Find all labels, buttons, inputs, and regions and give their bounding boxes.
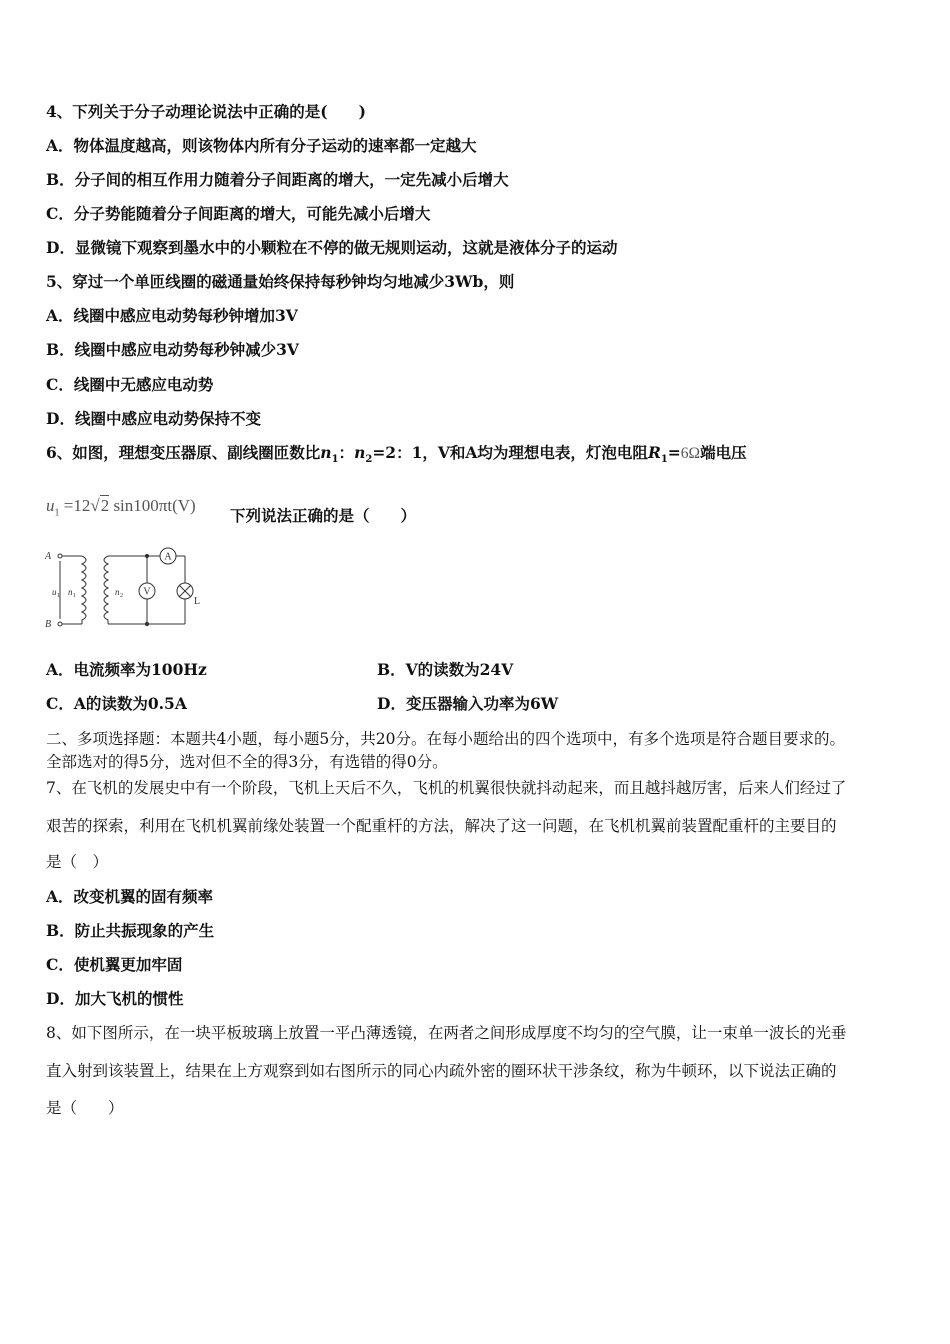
formula-mid: =12: [59, 496, 91, 515]
q6-ratio: =2：1，V和A均为理想电表，灯泡电阻: [372, 443, 648, 462]
q4-option-a: A．物体温度越高，则该物体内所有分子运动的速率都一定越大: [46, 136, 477, 155]
q6-r: R: [647, 443, 661, 462]
formula-sqrt-value: 2: [100, 496, 110, 515]
section2-line1: 二、多项选择题：本题共4小题，每小题5分，共20分。在每小题给出的四个选项中，有多个选项是符合题目要求的。: [46, 730, 845, 748]
q4-stem: 4、下列关于分子动理论说法中正确的是( ): [46, 102, 366, 121]
q6-colon: ：: [338, 443, 355, 462]
q6-n2-sub: 2: [365, 454, 373, 466]
label-n2-sub: 2: [120, 593, 123, 599]
ammeter-label: A: [164, 551, 172, 563]
q8-line1: 8、如下图所示，在一块平板玻璃上放置一平凸薄透镜，在两者之间形成厚度不均匀的空气膜，让一束单一波长的光垂: [46, 1024, 847, 1042]
q7-option-c: C．使机翼更加牢固: [46, 955, 183, 974]
q6-stem-suffix: 端电压: [700, 443, 747, 462]
label-u1-sub: 1: [57, 593, 60, 599]
q6-r-sub: 1: [660, 454, 668, 466]
q7-line1: 7、在飞机的发展史中有一个阶段，飞机上天后不久，飞机的机翼很快就抖动起来，而且越抖越厉害，后来人们经过了: [46, 779, 847, 797]
q8-line2: 直入射到该装置上，结果在上方观察到如右图所示的同心内疏外密的圈环状干涉条纹，称为牛顿环，以下说法正确的: [46, 1062, 837, 1080]
q6-n1: n: [320, 443, 332, 462]
q7-option-a: A．改变机翼的固有频率: [46, 887, 214, 906]
q6-question: 下列说法正确的是（ ）: [230, 506, 417, 525]
q5-option-c: C．线圈中无感应电动势: [46, 375, 214, 394]
label-n1-sub: 1: [73, 593, 76, 599]
q6-option-c: C．A的读数为0.5A: [46, 694, 187, 713]
q7-option-b: B．防止共振现象的产生: [46, 921, 215, 940]
terminal-b: [58, 622, 62, 626]
label-n2: n: [115, 587, 120, 597]
formula-u: u: [46, 496, 55, 515]
q7-option-d: D．加大飞机的惯性: [46, 989, 184, 1008]
label-u1: u: [52, 587, 57, 597]
q4-option-c: C．分子势能随着分子间距离的增大，可能先减小后增大: [46, 204, 431, 223]
q7-line3: 是（ ）: [46, 853, 109, 871]
q6-stem-prefix: 6、如图，理想变压器原、副线圈匝数比: [46, 443, 321, 462]
q6-option-b: B．V的读数为24V: [377, 660, 514, 679]
q4-option-b: B．分子间的相互作用力随着分子间距离的增大，一定先减小后增大: [46, 170, 509, 189]
label-n1: n: [68, 587, 73, 597]
label-a: A: [45, 551, 52, 562]
q6-n1-sub: 1: [331, 454, 339, 466]
q6-n2: n: [354, 443, 366, 462]
secondary-coil: [104, 556, 108, 624]
formula-sqrt-sign: √: [90, 496, 100, 515]
q5-option-d: D．线圈中感应电动势保持不变: [46, 409, 261, 428]
q7-line2: 艰苦的探索，利用在飞机机翼前缘处装置一个配重杆的方法，解决了这一问题，在飞机机翼前装置配重杆的主要目的: [46, 817, 837, 835]
lamp-label: L: [193, 596, 201, 607]
voltmeter-label: V: [143, 586, 151, 598]
label-b: B: [45, 619, 52, 630]
q6-option-d: D．变压器输入功率为6W: [377, 694, 559, 713]
transformer-circuit-diagram: [40, 545, 210, 635]
q6-eq: =: [667, 443, 681, 462]
primary-coil: [82, 556, 86, 624]
q6-formula: [46, 494, 196, 525]
q5-stem: 5、穿过一个单匝线圈的磁通量始终保持每秒钟均匀地减少3Wb，则: [46, 272, 515, 291]
q6-stem: [46, 443, 747, 470]
terminal-a: [58, 554, 62, 558]
formula-end: sin100πt(V): [109, 496, 196, 515]
formula-u-sub: 1: [54, 507, 60, 519]
section2-line2: 全部选对的得5分，选对但不全的得3分，有选错的得0分。: [46, 753, 448, 771]
q5-option-a: A．线圈中感应电动势每秒钟增加3V: [46, 306, 298, 325]
q8-line3: 是（ ）: [46, 1099, 124, 1117]
q5-option-b: B．线圈中感应电动势每秒钟减少3V: [46, 340, 299, 359]
q4-option-d: D．显微镜下观察到墨水中的小颗粒在不停的做无规则运动，这就是液体分子的运动: [46, 238, 618, 257]
q6-option-a: A．电流频率为100Hz: [46, 660, 207, 679]
q6-r-value: 6Ω: [680, 445, 701, 462]
